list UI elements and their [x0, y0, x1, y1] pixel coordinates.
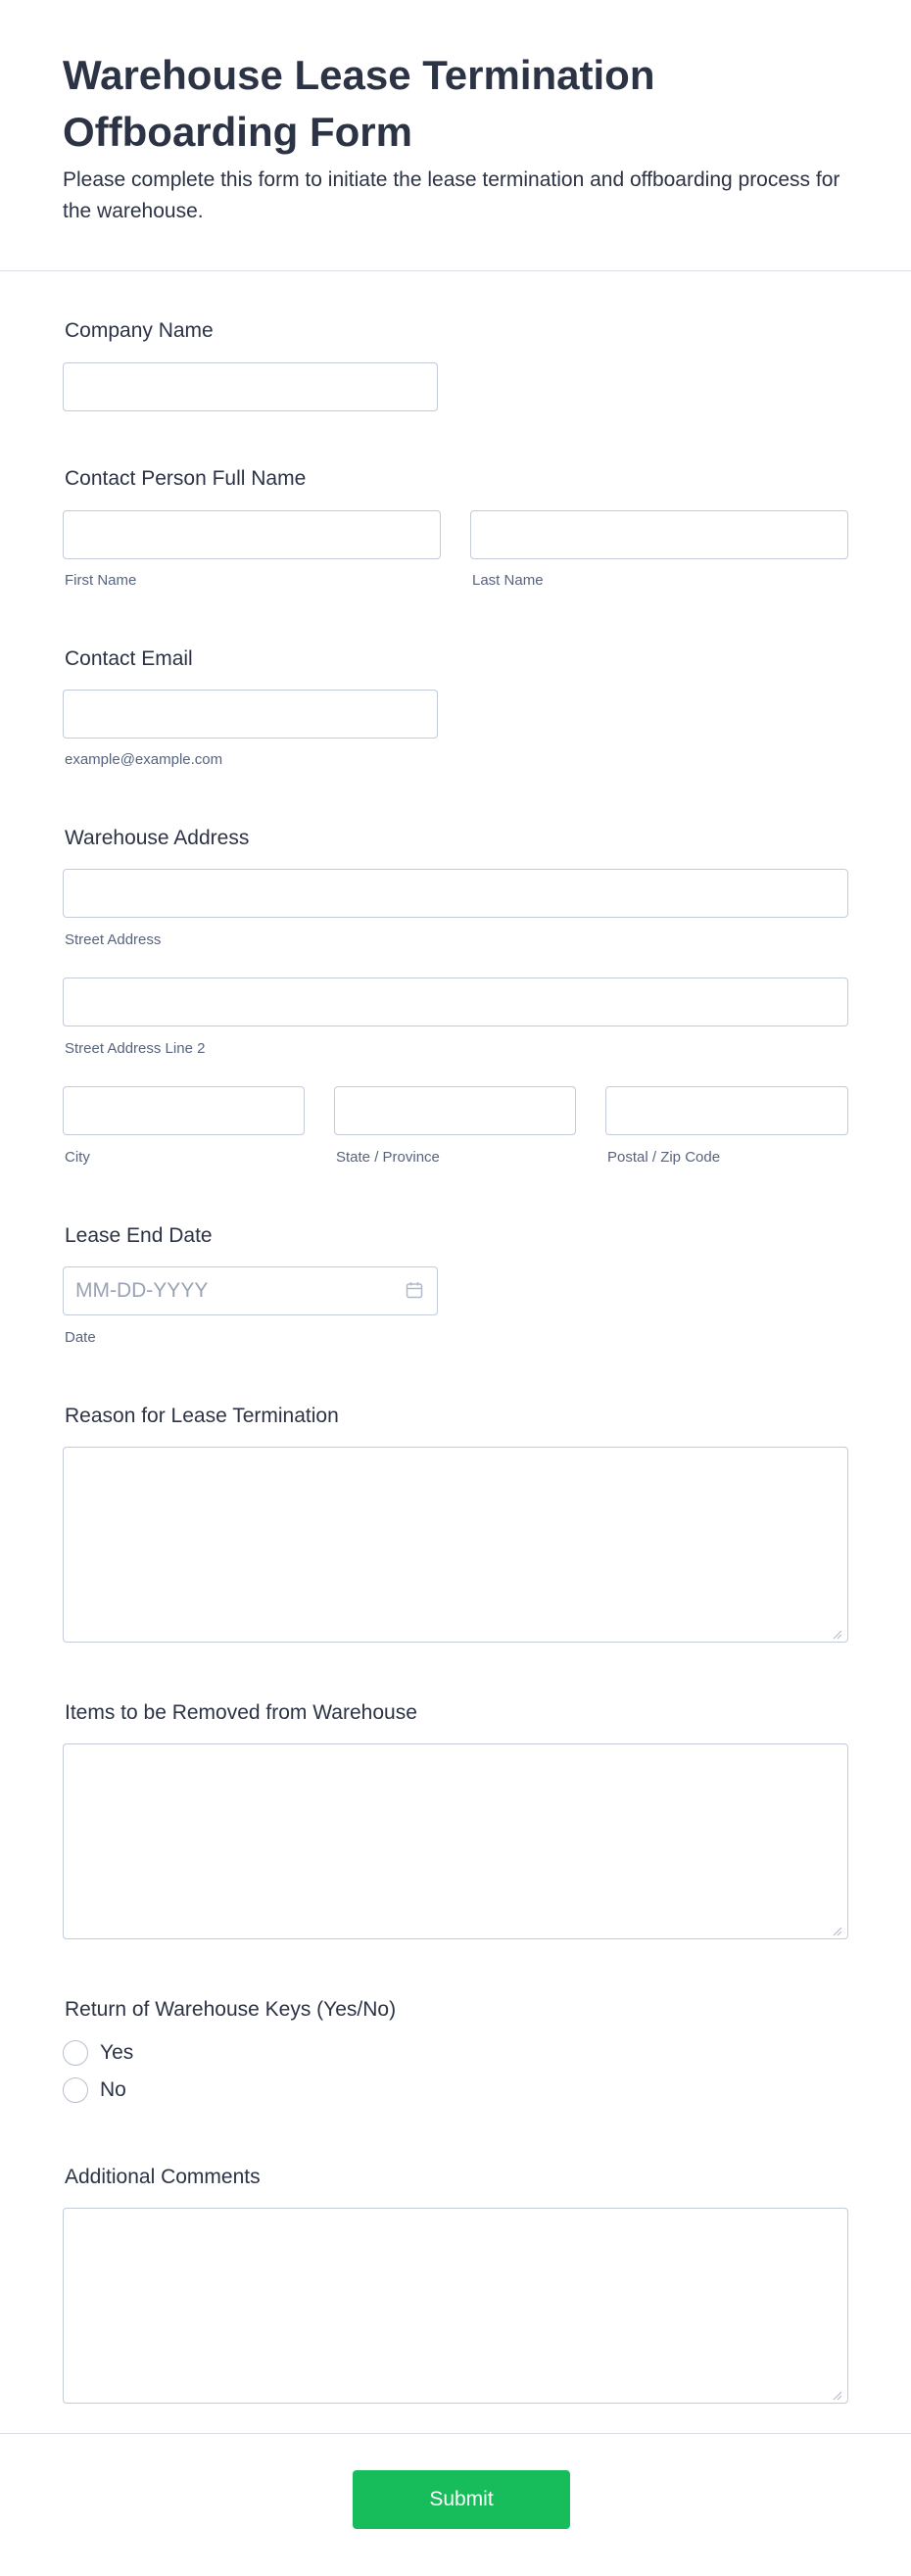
reason-textarea[interactable]	[63, 1447, 848, 1643]
date-sublabel: Date	[65, 1329, 96, 1346]
lease-end-date-label: Lease End Date	[65, 1224, 213, 1247]
state-input[interactable]	[334, 1086, 576, 1135]
resize-grip-icon[interactable]	[833, 1627, 842, 1637]
date-placeholder: MM-DD-YYYY	[75, 1279, 209, 1302]
resize-grip-icon[interactable]	[833, 2388, 842, 2398]
company-name-input[interactable]	[63, 362, 438, 411]
last-name-input[interactable]	[470, 510, 848, 559]
street-address-line2-input[interactable]	[63, 978, 848, 1026]
date-input[interactable]	[63, 1266, 438, 1315]
calendar-icon[interactable]	[406, 1281, 423, 1299]
company-name-label: Company Name	[65, 319, 214, 342]
radio-option-no[interactable]	[63, 2077, 126, 2103]
radio-label-yes: Yes	[100, 2041, 134, 2064]
radio-label-no: No	[100, 2078, 126, 2101]
items-removed-textarea[interactable]	[63, 1743, 848, 1939]
street-address-line2-sublabel: Street Address Line 2	[65, 1040, 206, 1057]
header-divider	[0, 270, 911, 271]
form-header	[63, 47, 846, 227]
items-removed-label: Items to be Removed from Warehouse	[65, 1701, 417, 1724]
email-sublabel: example@example.com	[65, 751, 223, 768]
warehouse-address-label: Warehouse Address	[65, 827, 250, 849]
first-name-input[interactable]	[63, 510, 441, 559]
state-sublabel: State / Province	[336, 1149, 440, 1166]
radio-button-no[interactable]	[63, 2077, 88, 2103]
email-input[interactable]	[63, 690, 438, 739]
radio-option-yes[interactable]	[63, 2040, 133, 2066]
radio-button-yes[interactable]	[63, 2040, 88, 2066]
comments-label: Additional Comments	[65, 2166, 261, 2188]
keys-return-label: Return of Warehouse Keys (Yes/No)	[65, 1998, 397, 2021]
city-input[interactable]	[63, 1086, 305, 1135]
footer-divider	[0, 2433, 911, 2434]
first-name-sublabel: First Name	[65, 572, 137, 589]
reason-label: Reason for Lease Termination	[65, 1405, 339, 1427]
contact-name-label: Contact Person Full Name	[65, 467, 307, 490]
city-sublabel: City	[65, 1149, 90, 1166]
zip-sublabel: Postal / Zip Code	[607, 1149, 721, 1166]
resize-grip-icon[interactable]	[833, 1924, 842, 1933]
last-name-sublabel: Last Name	[472, 572, 544, 589]
submit-button[interactable]: Submit	[353, 2470, 570, 2529]
street-address-input[interactable]	[63, 869, 848, 918]
zip-input[interactable]	[605, 1086, 848, 1135]
form-title: Warehouse Lease Termination Offboarding Form	[63, 52, 655, 155]
form-description: Please complete this form to initiate the lease termination and offboarding process for the warehouse.	[63, 168, 840, 222]
street-address-sublabel: Street Address	[65, 931, 162, 948]
contact-email-label: Contact Email	[65, 647, 193, 670]
comments-textarea[interactable]	[63, 2208, 848, 2404]
